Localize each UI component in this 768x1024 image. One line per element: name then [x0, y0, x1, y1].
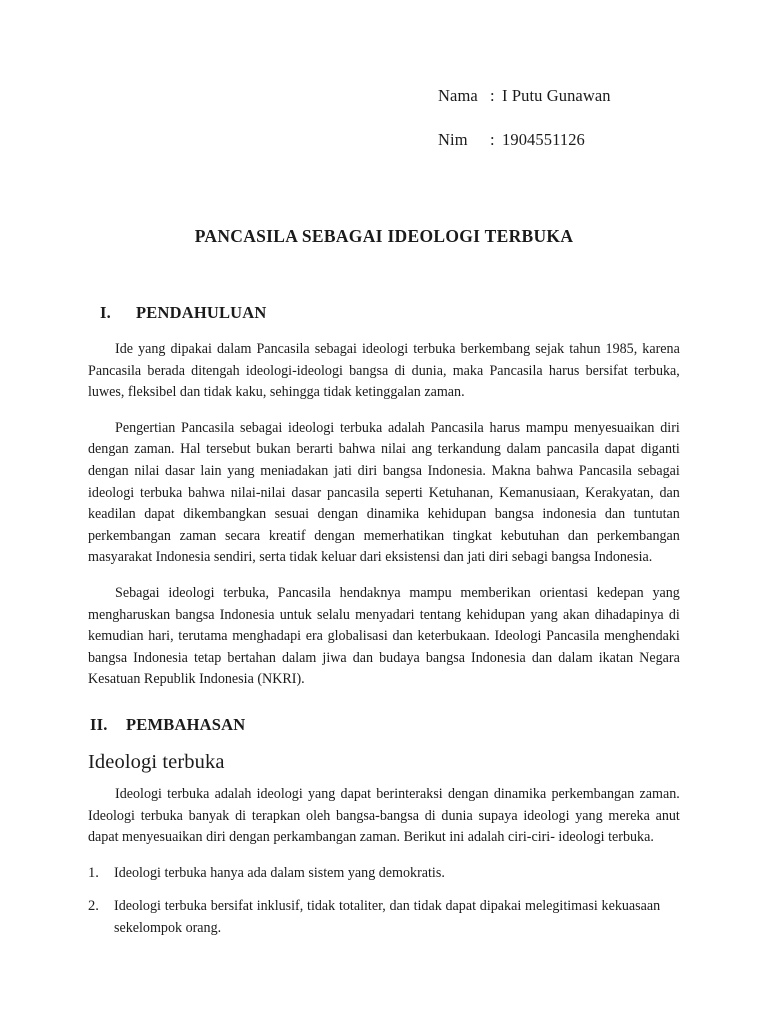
paragraph: Sebagai ideologi terbuka, Pancasila hendaknya mampu memberikan orientasi kedepan yang mengharuskan bangsa Indonesia untuk selalu menyadari tentang kehidupan yang akan dihadapinya di kemudian hari, terutama menghadapi era globalisasi dan keterbukaan. Ideologi Pancasila menghendaki bangsa Indonesia tetap bertahan dalam jiwa dan budaya bangsa Indonesia dan dalam ikatan Negara Kesatuan Republik Indonesia (NKRI). — [88, 584, 680, 688]
list-item — [88, 863, 680, 885]
identity-separator-nama: : — [490, 86, 495, 105]
subheading-ideologi-terbuka: Ideologi terbuka — [88, 750, 225, 773]
identity-row-nim — [438, 129, 738, 149]
identity-value-nim: 1904551126 — [502, 129, 585, 149]
paragraph: Ideologi terbuka adalah ideologi yang dapat berinteraksi dengan dinamika perkembangan zaman. Ideologi terbuka banyak di terapkan oleh bangsa-bangsa di dunia supaya ideologi yang mereka anut dapat menyesuaikan diri dengan perkambangan zaman. Berikut ini adalah ciri-ciri- ideologi terbuka. — [88, 785, 680, 846]
list-item-marker: 1. — [88, 864, 99, 881]
document-body — [88, 303, 680, 951]
list-item-text: Ideologi terbuka bersifat inklusif, tidak totaliter, dan tidak dapat dipakai melegitimasi kekuasaan sekelompok orang. — [114, 898, 661, 936]
section-number-2: II. — [90, 714, 108, 734]
section-title-2: PEMBAHASAN — [126, 714, 246, 734]
section-title-1: PENDAHULUAN — [136, 303, 267, 322]
list-item-marker: 2. — [88, 898, 99, 915]
numbered-list — [88, 863, 680, 940]
section-number-1: I. — [100, 303, 111, 322]
paragraph: Ide yang dipakai dalam Pancasila sebagai ideologi terbuka berkembang sejak tahun 1985, karena Pancasila berada ditengah ideologi-ideologi bangsa di dunia, maka Pancasila harus bersifat terbuka, luwes, fleksibel dan tidak kaku, sehingga tidak ketinggalan zaman. — [88, 341, 680, 401]
list-item-text: Ideologi terbuka hanya ada dalam sistem yang demokratis. — [114, 864, 445, 881]
paragraph: Pengertian Pancasila sebagai ideologi terbuka adalah Pancasila harus mampu menyesuaikan diri dengan zaman. Hal tersebut bukan berarti bahwa nilai ang terkandung dalam pancasila dapat diganti dengan nilai dasar lain yang meniadakan jati diri bangsa Indonesia. Makna bahwa Pancasila sebagai ideologi terbuka bahwa nilai-nilai dasar pancasila seperti Ketuhanan, Kemanusiaan, Kerakyatan, dan keadilan dapat dikembangkan sesuai dengan dinamika kehidupan bangsa indonesia dan tuntutan perkembangan zaman secara kreatif dengan memerhatikan tingkat kebutuhan dan perkembangan masyarakat Indonesia sendiri, serta tidak keluar dari eksistensi dan jati diri sebagi bangsa Indonesia. — [88, 419, 680, 566]
identity-header-block — [438, 88, 738, 175]
identity-label-nama: Nama — [438, 86, 478, 105]
identity-label-nim: Nim — [438, 129, 468, 149]
section-heading-pendahuluan — [88, 303, 680, 323]
section-heading-pembahasan — [88, 715, 680, 735]
identity-row-nama — [438, 88, 738, 105]
list-item — [88, 896, 680, 939]
identity-value-nama: I Putu Gunawan — [502, 86, 611, 105]
document-title: PANCASILA SEBAGAI IDEOLOGI TERBUKA — [194, 226, 574, 246]
identity-separator-nim: : — [490, 129, 495, 149]
section-spacer — [88, 705, 680, 715]
